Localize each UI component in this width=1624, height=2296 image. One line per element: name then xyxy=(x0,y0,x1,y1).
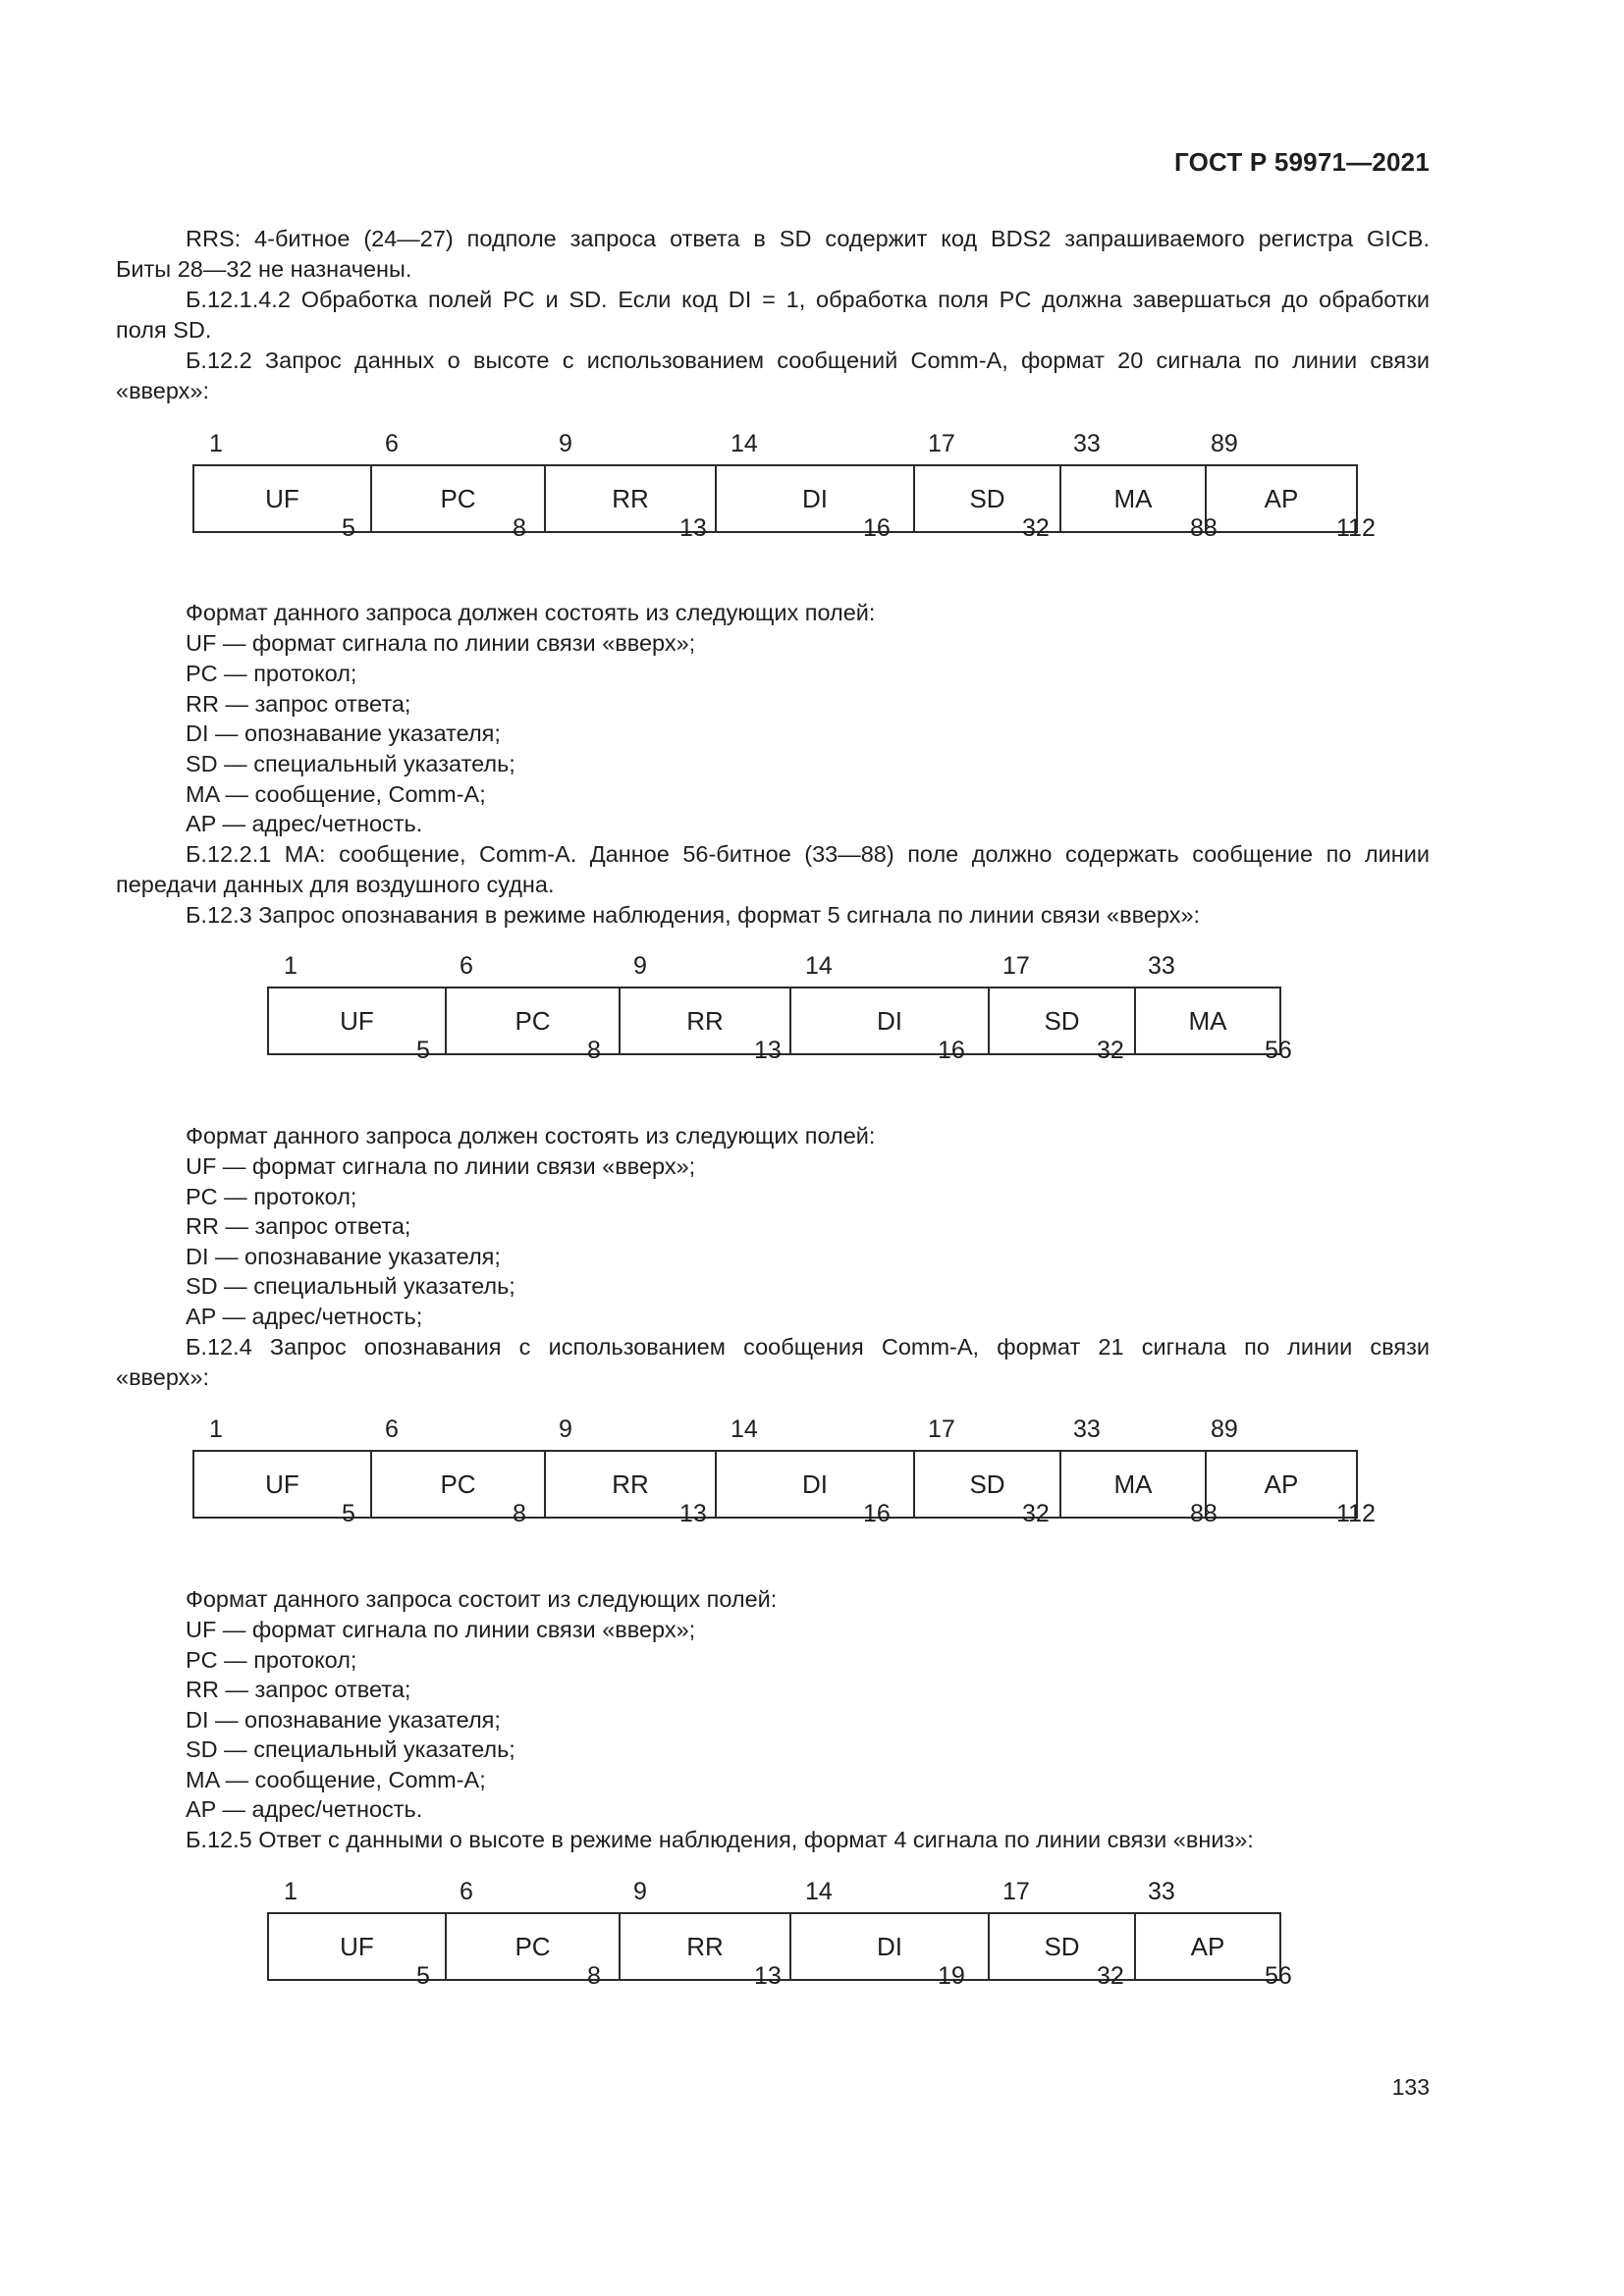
field-cell-ap: AP xyxy=(1205,464,1358,533)
field-cell-ma: MA xyxy=(1059,464,1207,533)
start-bit-label: 17 xyxy=(1002,952,1030,980)
field-cell-pc: PC xyxy=(445,987,621,1055)
list2-item-sd: SD — специальный указатель; xyxy=(186,1273,515,1299)
end-bit-label: 5 xyxy=(342,1500,355,1527)
start-bit-label: 33 xyxy=(1073,1415,1101,1443)
end-bit-label: 32 xyxy=(1097,1037,1124,1064)
field-cell-rr: RR xyxy=(619,1912,791,1981)
start-bit-label: 14 xyxy=(805,1878,833,1905)
list1-item-ap: AP — адрес/четность. xyxy=(186,811,423,836)
field-cell-uf: UF xyxy=(192,1450,372,1519)
downlink-format-4-diagram xyxy=(267,1878,1292,1996)
start-bit-label: 17 xyxy=(928,430,955,457)
end-bit-label: 8 xyxy=(513,1500,526,1527)
list1-item-pc: PC — протокол; xyxy=(186,661,357,686)
start-bit-label: 1 xyxy=(284,952,298,980)
end-bit-label: 13 xyxy=(754,1962,782,1990)
end-bit-label: 32 xyxy=(1022,514,1050,542)
field-cell-ma: MA xyxy=(1134,987,1281,1055)
field-cell-rr: RR xyxy=(544,464,717,533)
list1-item-rr: RR — запрос ответа; xyxy=(186,691,411,717)
start-bit-label: 33 xyxy=(1148,1878,1175,1905)
list2-intro: Формат данного запроса должен состоять из следующих полей: xyxy=(186,1123,876,1148)
list3-item-di: DI — опознавание указателя; xyxy=(186,1707,501,1733)
end-bit-label: 112 xyxy=(1336,514,1376,542)
field-cell-di: DI xyxy=(789,987,990,1055)
field-cell-uf: UF xyxy=(267,1912,447,1981)
start-bit-label: 6 xyxy=(385,430,399,457)
list1-item-di: DI — опознавание указателя; xyxy=(186,721,501,746)
start-bit-label: 9 xyxy=(559,430,572,457)
list1-item-uf: UF — формат сигнала по линии связи «вверх»; xyxy=(186,630,696,656)
end-bit-label: 16 xyxy=(863,514,891,542)
field-cell-sd: SD xyxy=(988,1912,1136,1981)
start-bit-label: 6 xyxy=(460,952,473,980)
end-bit-label: 5 xyxy=(416,1962,430,1990)
field-cell-ma: MA xyxy=(1059,1450,1207,1519)
paragraph-b1221-line-2: передачи данных для воздушного судна. xyxy=(116,872,555,897)
paragraph-b122-line-2: «вверх»: xyxy=(116,378,209,403)
list3-item-ap: AP — адрес/четность. xyxy=(186,1796,423,1822)
start-bit-label: 14 xyxy=(731,1415,758,1443)
end-bit-label: 56 xyxy=(1265,1037,1292,1064)
field-cell-uf: UF xyxy=(192,464,372,533)
list3-item-sd: SD — специальный указатель; xyxy=(186,1736,515,1762)
start-bit-label: 89 xyxy=(1211,1415,1238,1443)
uplink-format-21-diagram xyxy=(192,1415,1376,1533)
start-bit-label: 17 xyxy=(928,1415,955,1443)
end-bit-label: 5 xyxy=(416,1037,430,1064)
start-bit-label: 33 xyxy=(1148,952,1175,980)
end-bit-label: 19 xyxy=(938,1962,965,1990)
end-bit-label: 5 xyxy=(342,514,355,542)
field-cell-sd: SD xyxy=(913,464,1061,533)
uplink-format-5-diagram xyxy=(267,952,1292,1070)
document-header: ГОСТ Р 59971—2021 xyxy=(1174,147,1430,177)
field-cell-rr: RR xyxy=(544,1450,717,1519)
start-bit-label: 17 xyxy=(1002,1878,1030,1905)
field-cell-sd: SD xyxy=(913,1450,1061,1519)
start-bit-label: 9 xyxy=(633,1878,647,1905)
paragraph-b122-line-1: Б.12.2 Запрос данных о высоте с использованием сообщений Comm-A, формат 20 сигнала по линии связи xyxy=(186,347,1430,373)
end-bit-label: 8 xyxy=(513,514,526,542)
list3-intro: Формат данного запроса состоит из следующих полей: xyxy=(186,1586,778,1612)
paragraph-b124-line-1: Б.12.4 Запрос опознавания с использованием сообщения Comm-A, формат 21 сигнала по линии связи xyxy=(186,1334,1430,1360)
list2-item-ap: AP — адрес/четность; xyxy=(186,1304,423,1329)
paragraph-b12142-line-2: поля SD. xyxy=(116,317,212,343)
start-bit-label: 9 xyxy=(633,952,647,980)
start-bit-label: 1 xyxy=(209,1415,223,1443)
end-bit-label: 88 xyxy=(1190,514,1218,542)
uplink-format-20-diagram xyxy=(192,430,1376,548)
list2-item-rr: RR — запрос ответа; xyxy=(186,1213,411,1239)
start-bit-label: 1 xyxy=(284,1878,298,1905)
end-bit-label: 13 xyxy=(754,1037,782,1064)
list3-item-ma: MA — сообщение, Comm-A; xyxy=(186,1767,486,1792)
list3-item-pc: PC — протокол; xyxy=(186,1647,357,1673)
paragraph-rrs-line-2: Биты 28—32 не назначены. xyxy=(116,256,412,282)
field-cell-pc: PC xyxy=(370,1450,546,1519)
paragraph-b1221-line-1: Б.12.2.1 MA: сообщение, Comm-A. Данное 56-битное (33—88) поле должно содержать сообщение по линии xyxy=(186,841,1430,867)
field-cell-pc: PC xyxy=(370,464,546,533)
field-cell-sd: SD xyxy=(988,987,1136,1055)
paragraph-rrs-line-1: RRS: 4-битное (24—27) подполе запроса ответа в SD содержит код BDS2 запрашиваемого регистра GICB. xyxy=(186,226,1430,251)
start-bit-label: 89 xyxy=(1211,430,1238,457)
end-bit-label: 32 xyxy=(1022,1500,1050,1527)
end-bit-label: 16 xyxy=(938,1037,965,1064)
paragraph-b124-line-2: «вверх»: xyxy=(116,1364,209,1390)
start-bit-label: 33 xyxy=(1073,430,1101,457)
list2-item-pc: PC — протокол; xyxy=(186,1184,357,1209)
start-bit-label: 6 xyxy=(385,1415,399,1443)
list1-item-sd: SD — специальный указатель; xyxy=(186,751,515,776)
end-bit-label: 8 xyxy=(587,1037,601,1064)
field-cell-ap: AP xyxy=(1134,1912,1281,1981)
end-bit-label: 88 xyxy=(1190,1500,1218,1527)
list2-item-di: DI — опознавание указателя; xyxy=(186,1244,501,1269)
list1-item-ma: MA — сообщение, Comm-A; xyxy=(186,781,486,807)
end-bit-label: 13 xyxy=(679,514,707,542)
field-cell-di: DI xyxy=(715,464,915,533)
list3-item-uf: UF — формат сигнала по линии связи «вверх»; xyxy=(186,1617,696,1642)
end-bit-label: 8 xyxy=(587,1962,601,1990)
end-bit-label: 56 xyxy=(1265,1962,1292,1990)
start-bit-label: 9 xyxy=(559,1415,572,1443)
field-cell-uf: UF xyxy=(267,987,447,1055)
list2-item-uf: UF — формат сигнала по линии связи «вверх»; xyxy=(186,1153,696,1179)
page-number: 133 xyxy=(1391,2074,1430,2100)
field-cell-ap: AP xyxy=(1205,1450,1358,1519)
list3-item-rr: RR — запрос ответа; xyxy=(186,1677,411,1702)
end-bit-label: 13 xyxy=(679,1500,707,1527)
field-cell-di: DI xyxy=(789,1912,990,1981)
start-bit-label: 14 xyxy=(731,430,758,457)
field-cell-di: DI xyxy=(715,1450,915,1519)
end-bit-label: 16 xyxy=(863,1500,891,1527)
paragraph-b123: Б.12.3 Запрос опознавания в режиме наблюдения, формат 5 сигнала по линии связи «вверх»: xyxy=(186,902,1201,928)
paragraph-b12142-line-1: Б.12.1.4.2 Обработка полей PC и SD. Если код DI = 1, обработка поля PC должна завершаться до обработки xyxy=(186,287,1430,312)
field-cell-rr: RR xyxy=(619,987,791,1055)
end-bit-label: 32 xyxy=(1097,1962,1124,1990)
start-bit-label: 6 xyxy=(460,1878,473,1905)
start-bit-label: 1 xyxy=(209,430,223,457)
field-cell-pc: PC xyxy=(445,1912,621,1981)
paragraph-b125: Б.12.5 Ответ с данными о высоте в режиме наблюдения, формат 4 сигнала по линии связи «вниз»: xyxy=(186,1827,1254,1852)
list1-intro: Формат данного запроса должен состоять из следующих полей: xyxy=(186,600,876,625)
end-bit-label: 112 xyxy=(1336,1500,1376,1527)
start-bit-label: 14 xyxy=(805,952,833,980)
